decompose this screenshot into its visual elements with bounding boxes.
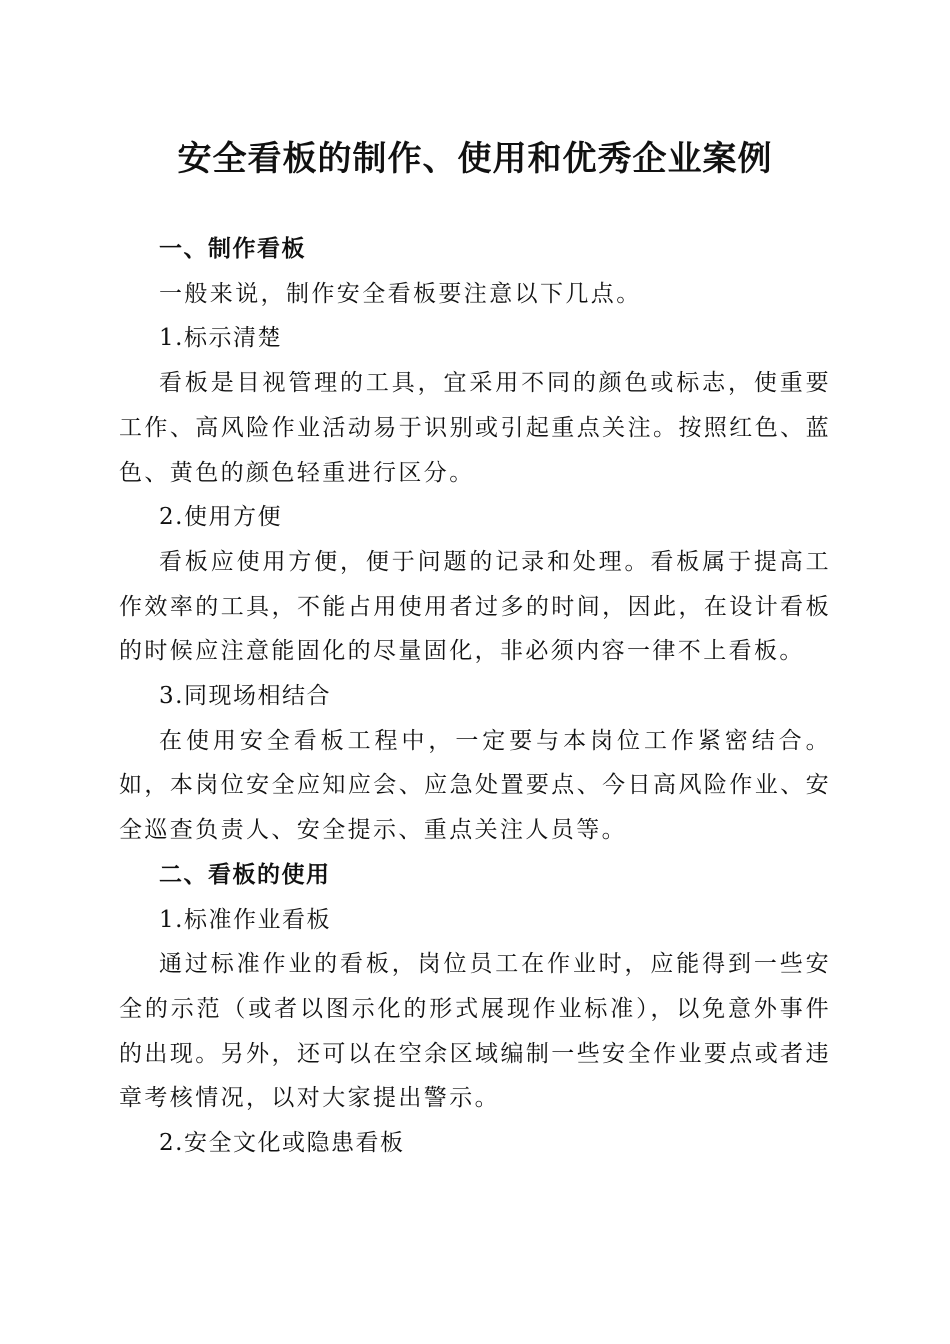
paragraph-2-1: 通过标准作业的看板，岗位员工在作业时，应能得到一些安全的示范（或者以图示化的形式展现作业标准），以免意外事件的出现。另外，还可以在空余区域编制一些安全作业要点或者违章考核情况，以对大家提出警示。 bbox=[119, 951, 831, 1112]
paragraph-1-1: 看板是目视管理的工具，宜采用不同的颜色或标志，使重要工作、高风险作业活动易于识别或引起重点关注。按照红色、蓝色、黄色的颜色轻重进行区分。 bbox=[119, 370, 831, 486]
subheading-2-1: 1.标准作业看板 bbox=[159, 906, 331, 933]
paragraph-1-3: 在使用安全看板工程中，一定要与本岗位工作紧密结合。如，本岗位安全应知应会、应急处置要点、今日高风险作业、安全巡查负责人、安全提示、重点关注人员等。 bbox=[119, 727, 831, 844]
document-body bbox=[119, 227, 831, 1166]
document-title: 安全看板的制作、使用和优秀企业案例 bbox=[177, 139, 773, 179]
paragraph-1-2: 看板应使用方便，便于问题的记录和处理。看板属于提高工作效率的工具，不能占用使用者过多的时间，因此，在设计看板的时候应注意能固化的尽量固化，非必须内容一律不上看板。 bbox=[119, 548, 831, 665]
subheading-2-2: 2.安全文化或隐患看板 bbox=[159, 1130, 405, 1157]
subheading-1-3: 3.同现场相结合 bbox=[159, 683, 331, 710]
subheading-1-2: 2.使用方便 bbox=[159, 504, 282, 531]
paragraph-intro: 一般来说，制作安全看板要注意以下几点。 bbox=[159, 280, 642, 307]
section-heading-1: 一、制作看板 bbox=[159, 236, 306, 262]
section-heading-2: 二、看板的使用 bbox=[159, 861, 331, 888]
subheading-1-1: 1.标示清楚 bbox=[159, 325, 282, 352]
